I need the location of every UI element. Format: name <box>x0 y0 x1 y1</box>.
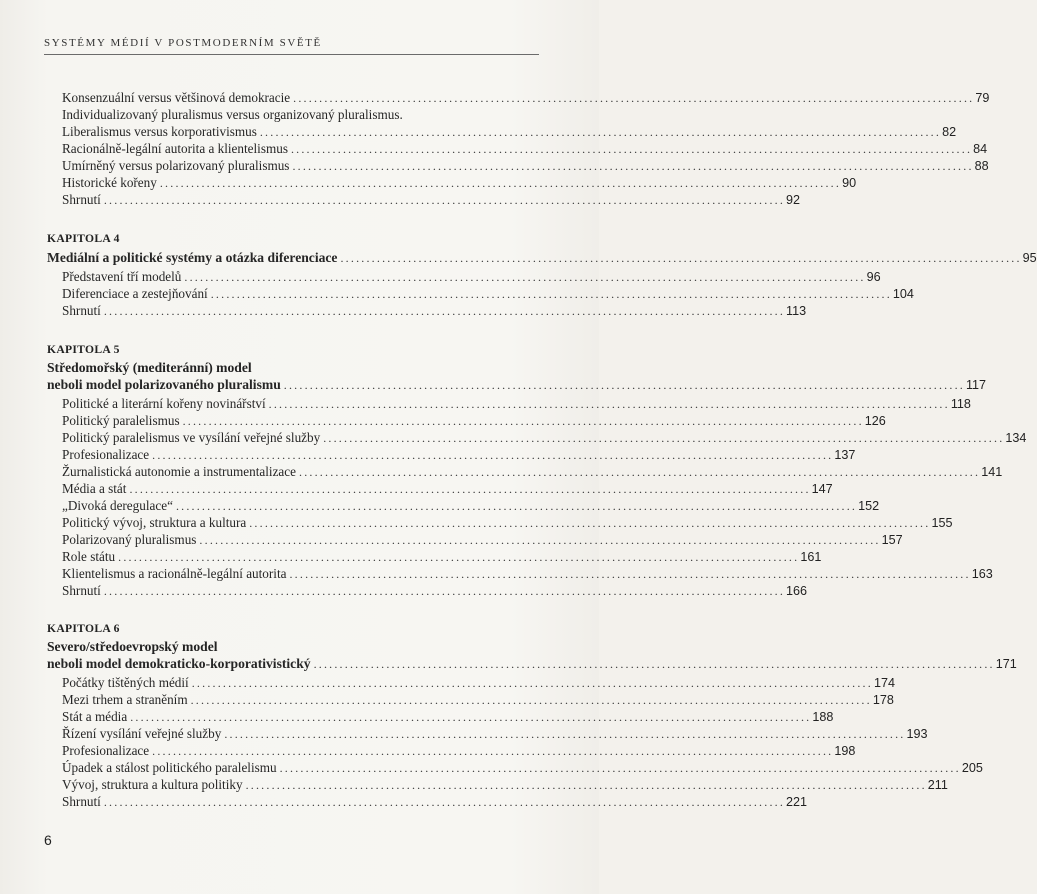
toc-entry[interactable] <box>62 302 807 319</box>
toc-entry-page: 155 <box>931 516 953 530</box>
toc-entry-label: Profesionalizace <box>62 447 150 462</box>
header-rule <box>44 54 539 55</box>
toc-entry-label: Úpadek a stálost politického paralelismu <box>62 760 277 775</box>
dot-leader: ................................................................................................................................... <box>224 727 906 741</box>
toc-entry-page: 166 <box>786 584 808 598</box>
toc-entry[interactable] <box>62 412 886 429</box>
toc-entry-label: Klientelismus a racionálně-legální autorita <box>62 566 287 581</box>
toc-entry-label: Konsenzuální versus většinová demokracie <box>62 90 291 105</box>
toc-entry[interactable] <box>62 268 881 285</box>
chapter-title: Mediální a politické systémy a otázka diferenciace <box>47 250 338 265</box>
toc-entry-label: Média a stát <box>62 481 127 496</box>
toc-entry[interactable] <box>62 106 403 123</box>
toc-entry[interactable] <box>62 446 856 463</box>
dot-leader: ................................................................................................................................... <box>340 251 1022 265</box>
toc-entry-page: 193 <box>906 727 928 741</box>
dot-leader: ................................................................................................................................... <box>103 304 786 318</box>
toc-entry[interactable] <box>62 395 971 412</box>
toc-entry[interactable] <box>62 191 801 208</box>
toc-entry-label: Racionálně-legální autorita a klientelismus <box>62 141 288 156</box>
toc-entry-page: 161 <box>800 550 822 564</box>
toc-entry-page: 82 <box>942 125 957 139</box>
dot-leader: ................................................................................................................................... <box>249 516 931 530</box>
toc-entry[interactable] <box>62 548 822 565</box>
toc-entry-page: 141 <box>981 465 1003 479</box>
chapter-title-entry[interactable] <box>47 655 1017 672</box>
toc-entry-label: Shrnutí <box>62 192 101 207</box>
toc-entry-label: Žurnalistická autonomie a instrumentalizace <box>62 464 296 479</box>
toc-entry-page: 152 <box>858 499 880 513</box>
chapter-title-entry[interactable] <box>47 249 1037 266</box>
toc-entry[interactable] <box>62 531 903 548</box>
toc-entry-page: 174 <box>873 676 895 690</box>
dot-leader: ................................................................................................................................... <box>191 676 873 690</box>
toc-entry-page: 163 <box>971 567 993 581</box>
toc-entry[interactable] <box>62 140 988 157</box>
toc-entry-page: 157 <box>881 533 903 547</box>
dot-leader: ................................................................................................................................... <box>283 378 965 392</box>
dot-leader: ................................................................................................................................... <box>103 584 786 598</box>
page-number: 6 <box>44 832 52 848</box>
toc-entry-page: 113 <box>786 304 807 318</box>
chapter-label: KAPITOLA 5 <box>47 343 120 356</box>
chapter-label: KAPITOLA 6 <box>47 622 120 635</box>
toc-entry-label: Shrnutí <box>62 303 101 318</box>
dot-leader: ................................................................................................................................... <box>199 533 881 547</box>
dot-leader: ................................................................................................................................... <box>313 657 995 671</box>
toc-entry[interactable] <box>62 776 948 793</box>
chapter-title-line: Středomořský (mediteránní) model <box>47 360 252 375</box>
toc-entry[interactable] <box>62 285 914 302</box>
toc-entry[interactable] <box>62 759 983 776</box>
chapter-title: neboli model demokraticko-korporativistický <box>47 656 311 671</box>
toc-entry-label: Politický paralelismus <box>62 413 180 428</box>
toc-entry-label: Liberalismus versus korporativismus <box>62 124 257 139</box>
dot-leader: ................................................................................................................................... <box>292 159 974 173</box>
toc-entry-page: 118 <box>950 397 971 411</box>
toc-entry-label: Mezi trhem a straněním <box>62 692 188 707</box>
toc-entry[interactable] <box>62 708 834 725</box>
chapter-title-entry[interactable] <box>47 376 987 393</box>
toc-entry-label: Politický paralelismus ve vysílání veřejné služby <box>62 430 321 445</box>
toc-entry[interactable] <box>62 565 993 582</box>
toc-entry-page: 221 <box>786 795 808 809</box>
toc-entry-label: Stát a média <box>62 709 128 724</box>
toc-entry[interactable] <box>62 691 894 708</box>
toc-entry-page: 84 <box>973 142 988 156</box>
toc-entry-page: 205 <box>961 761 983 775</box>
toc-entry-label: Představení tří modelů <box>62 269 182 284</box>
dot-leader: ................................................................................................................................... <box>152 744 834 758</box>
toc-entry-page: 147 <box>811 482 833 496</box>
chapter-page: 117 <box>965 378 987 392</box>
dot-leader: ................................................................................................................................... <box>159 176 842 190</box>
toc-entry[interactable] <box>62 793 808 810</box>
dot-leader: ................................................................................................................................... <box>323 431 1005 445</box>
toc-entry[interactable] <box>62 463 1003 480</box>
dot-leader: ................................................................................................................................... <box>175 499 858 513</box>
dot-leader: ................................................................................................................................... <box>245 778 927 792</box>
dot-leader: ................................................................................................................................... <box>279 761 961 775</box>
dot-leader: ................................................................................................................................... <box>190 693 872 707</box>
toc-entry-page: 134 <box>1005 431 1027 445</box>
dot-leader: ................................................................................................................................... <box>293 91 975 105</box>
toc-entry-label: Historické kořeny <box>62 175 157 190</box>
chapter-title-line: Severo/středoevropský model <box>47 639 218 654</box>
dot-leader: ................................................................................................................................... <box>268 397 950 411</box>
running-head: SYSTÉMY MÉDIÍ V POSTMODERNÍM SVĚTĚ <box>44 37 322 49</box>
chapter-title: neboli model polarizovaného pluralismu <box>47 377 281 392</box>
dot-leader: ................................................................................................................................... <box>152 448 834 462</box>
toc-entry-page: 188 <box>812 710 834 724</box>
toc-entry[interactable] <box>62 497 880 514</box>
toc-entry-label: Role státu <box>62 549 116 564</box>
toc-entry-page: 90 <box>842 176 857 190</box>
toc-entry-label: Individualizovaný pluralismus versus organizovaný pluralismus. <box>62 107 403 122</box>
chapter-page: 95 <box>1022 251 1037 265</box>
toc-entry[interactable] <box>62 674 895 691</box>
toc-entry-label: Profesionalizace <box>62 743 150 758</box>
toc-entry-page: 137 <box>834 448 856 462</box>
toc-entry[interactable] <box>62 725 928 742</box>
dot-leader: ................................................................................................................................... <box>129 482 811 496</box>
toc-entry[interactable] <box>62 429 1027 446</box>
toc-entry-page: 211 <box>927 778 948 792</box>
toc-entry-label: Politický vývoj, struktura a kultura <box>62 515 247 530</box>
toc-entry[interactable] <box>62 582 808 599</box>
toc-entry[interactable] <box>62 174 857 191</box>
toc-entry-page: 198 <box>834 744 856 758</box>
toc-entry-page: 92 <box>786 193 801 207</box>
toc-entry-label: Politické a literární kořeny novinářství <box>62 396 266 411</box>
toc-entry-label: Shrnutí <box>62 583 101 598</box>
toc-entry[interactable] <box>62 123 957 140</box>
toc-entry[interactable] <box>62 89 990 106</box>
toc-entry-label: Shrnutí <box>62 794 101 809</box>
toc-entry-label: Řízení vysílání veřejné služby <box>62 726 222 741</box>
dot-leader: ................................................................................................................................... <box>184 270 866 284</box>
toc-entry-page: 88 <box>974 159 989 173</box>
toc-entry-label: Vývoj, struktura a kultura politiky <box>62 777 243 792</box>
dot-leader: ................................................................................................................................... <box>118 550 800 564</box>
toc-entry-label: Umírněný versus polarizovaný pluralismus <box>62 158 290 173</box>
toc-entry-label: „Divoká deregulace“ <box>62 498 173 513</box>
dot-leader: ................................................................................................................................... <box>259 125 942 139</box>
chapter-label: KAPITOLA 4 <box>47 232 120 245</box>
toc-entry[interactable] <box>62 742 856 759</box>
toc-entry[interactable] <box>62 514 953 531</box>
toc-entry-page: 104 <box>892 287 914 301</box>
chapter-page: 171 <box>995 657 1017 671</box>
toc-entry-page: 96 <box>866 270 881 284</box>
toc-entry-label: Počátky tištěných médií <box>62 675 189 690</box>
dot-leader: ................................................................................................................................... <box>182 414 864 428</box>
toc-entry[interactable] <box>62 157 989 174</box>
dot-leader: ................................................................................................................................... <box>130 710 812 724</box>
toc-entry[interactable] <box>62 480 833 497</box>
toc-entry-page: 79 <box>975 91 990 105</box>
toc-entry-label: Diferenciace a zestejňování <box>62 286 208 301</box>
dot-leader: ................................................................................................................................... <box>103 795 786 809</box>
dot-leader: ................................................................................................................................... <box>290 142 973 156</box>
dot-leader: ................................................................................................................................... <box>210 287 892 301</box>
dot-leader: ................................................................................................................................... <box>289 567 971 581</box>
toc-entry-label: Polarizovaný pluralismus <box>62 532 197 547</box>
dot-leader: ................................................................................................................................... <box>299 465 981 479</box>
toc-entry-page: 126 <box>864 414 886 428</box>
toc-entry-page: 178 <box>872 693 894 707</box>
dot-leader: ................................................................................................................................... <box>103 193 786 207</box>
